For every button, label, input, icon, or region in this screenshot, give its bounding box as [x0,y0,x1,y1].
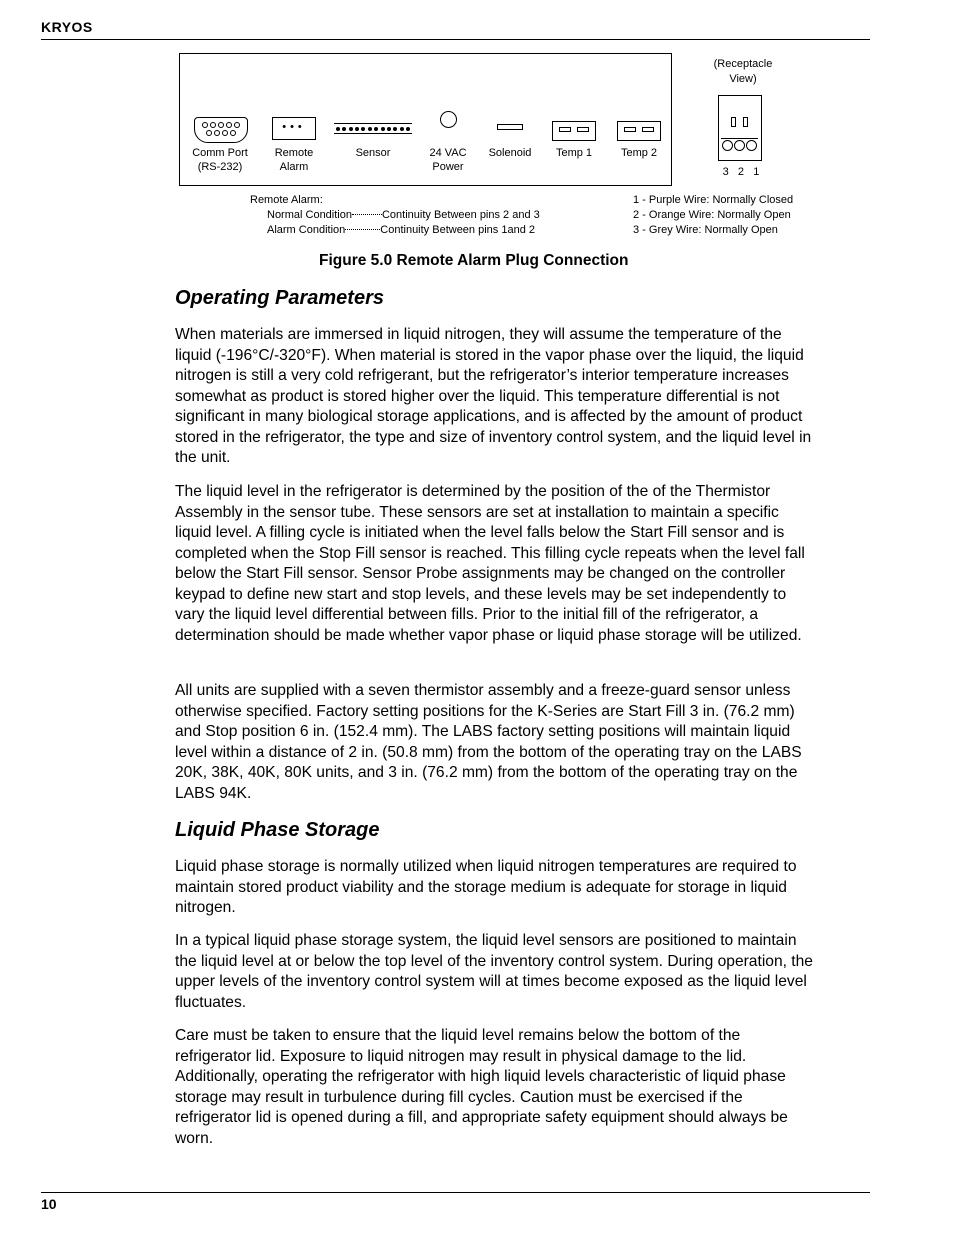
power-label: 24 VAC Power [429,147,467,173]
operating-paragraph: The liquid level in the refrigerator is determined by the position of the of the Thermistor Assembly in the sensor tube. These sensors are set at installation to maintain a specific liquid level. A filling cycle is initiated when the level falls below the Start Fill sensor and is completed when the Stop Fill sensor is reached. This filling cycle repeats when the level fall below the Start Fill sensor. Sensor Probe assignments may be changed on the controller keypad to define new start and stop levels, and these levels may be set independently to vary the liquid level differential between fills. Prior to the initial fill of the refrigerator, a determination should be made whether vapor phase or liquid phase storage will be utilized. [175,483,805,644]
wire-note: 1 - Purple Wire: Normally Closed [633,194,794,206]
pin-number: 1 [753,166,760,178]
pin-number: 3 [722,166,729,178]
footer-rule [41,1192,870,1193]
wire-note: 3 - Grey Wire: Normally Open [633,224,778,236]
receptacle-drawing [718,95,762,161]
pin-number: 2 [737,166,745,178]
sensor-connector [334,123,412,134]
operating-parameters-heading: Operating Parameters [175,287,384,309]
temp1-label: Temp 1 [555,147,593,159]
solenoid-label: Solenoid [488,147,532,159]
temp2-label: Temp 2 [620,147,658,159]
page-number: 10 [41,1196,57,1212]
wire-note: 2 - Orange Wire: Normally Open [633,209,791,221]
solenoid-connector [497,124,523,130]
remote-alarm-title: Remote Alarm: [250,194,323,206]
liquid-paragraph: Liquid phase storage is normally utilized when liquid nitrogen temperatures are required to maintain stored product viability and the storage medium is adequate for storage in liquid nitrogen. [175,858,797,916]
remote-alarm-notes [250,193,540,238]
temp2-connector [617,121,661,141]
alarm-condition-row: Alarm Condition Continuity Between pins 1and 2 [267,224,535,236]
sensor-label: Sensor [355,147,391,159]
wire-notes [633,193,793,238]
remote-alarm-label: Remote Alarm [274,147,314,173]
liquid-paragraph: In a typical liquid phase storage system, the liquid level sensors are positioned to maintain the liquid level at or below the top level of the inventory control system. During operation, the upper levels of the inventory control system will at times become exposed as the liquid level fluctuates. [175,932,813,1011]
comm-port-connector [194,117,248,143]
comm-port-label: Comm Port (RS-232) [192,147,248,173]
operating-paragraph: When materials are immersed in liquid nitrogen, they will assume the temperature of the liquid (-196°C/-320°F). When material is stored in the vapor phase over the liquid, the liquid nitrogen is still a very cold refrigerant, but the refrigerator’s interior temperature increases somewhat as product is stored higher over the liquid. This temperature differential is not significant in many biological storage applications, and is affected by the amount of product stored in the refrigerator, the type and size of inventory control system, and the liquid level in the unit. [175,326,812,466]
temp1-connector [552,121,596,141]
normal-condition-row: Normal Condition Continuity Between pins 2 and 3 [267,209,540,221]
operating-paragraph: All units are supplied with a seven thermistor assembly and a freeze-guard sensor unless otherwise specified. Factory setting positions for the K-Series are Start Fill 3 in. (76.2 mm) and Stop position 6 in. (152.4 mm). The LABS factory setting positions will maintain liquid level within a distance of 2 in. (50.8 mm) from the bottom of the operating tray on the LABS 20K, 38K, 40K, 80K units, and 3 in. (76.2 mm) from the bottom of the operating tray on the LABS 94K. [175,682,802,802]
liquid-paragraph: Care must be taken to ensure that the liquid level remains below the bottom of the refrigerator lid. Exposure to liquid nitrogen may result in physical damage to the lid. Additionally, operating the refrigerator with high liquid levels characteristic of liquid phase storage may result in turbulence during fill cycles. Caution must be exercised if the refrigerator lid is opened during a fill, and appropriate safety equipment should always be worn. [175,1027,788,1147]
receptacle-pin-numbers [718,166,764,178]
power-connector [440,111,457,128]
header-rule [41,39,870,40]
figure-caption: Figure 5.0 Remote Alarm Plug Connection [319,252,629,269]
receptacle-caption: (Receptacle View) [713,58,773,85]
controller-connector-panel [179,53,672,186]
remote-alarm-connector: ••• [272,117,316,140]
header-brand: KRYOS [41,19,93,35]
liquid-phase-storage-heading: Liquid Phase Storage [175,819,380,841]
